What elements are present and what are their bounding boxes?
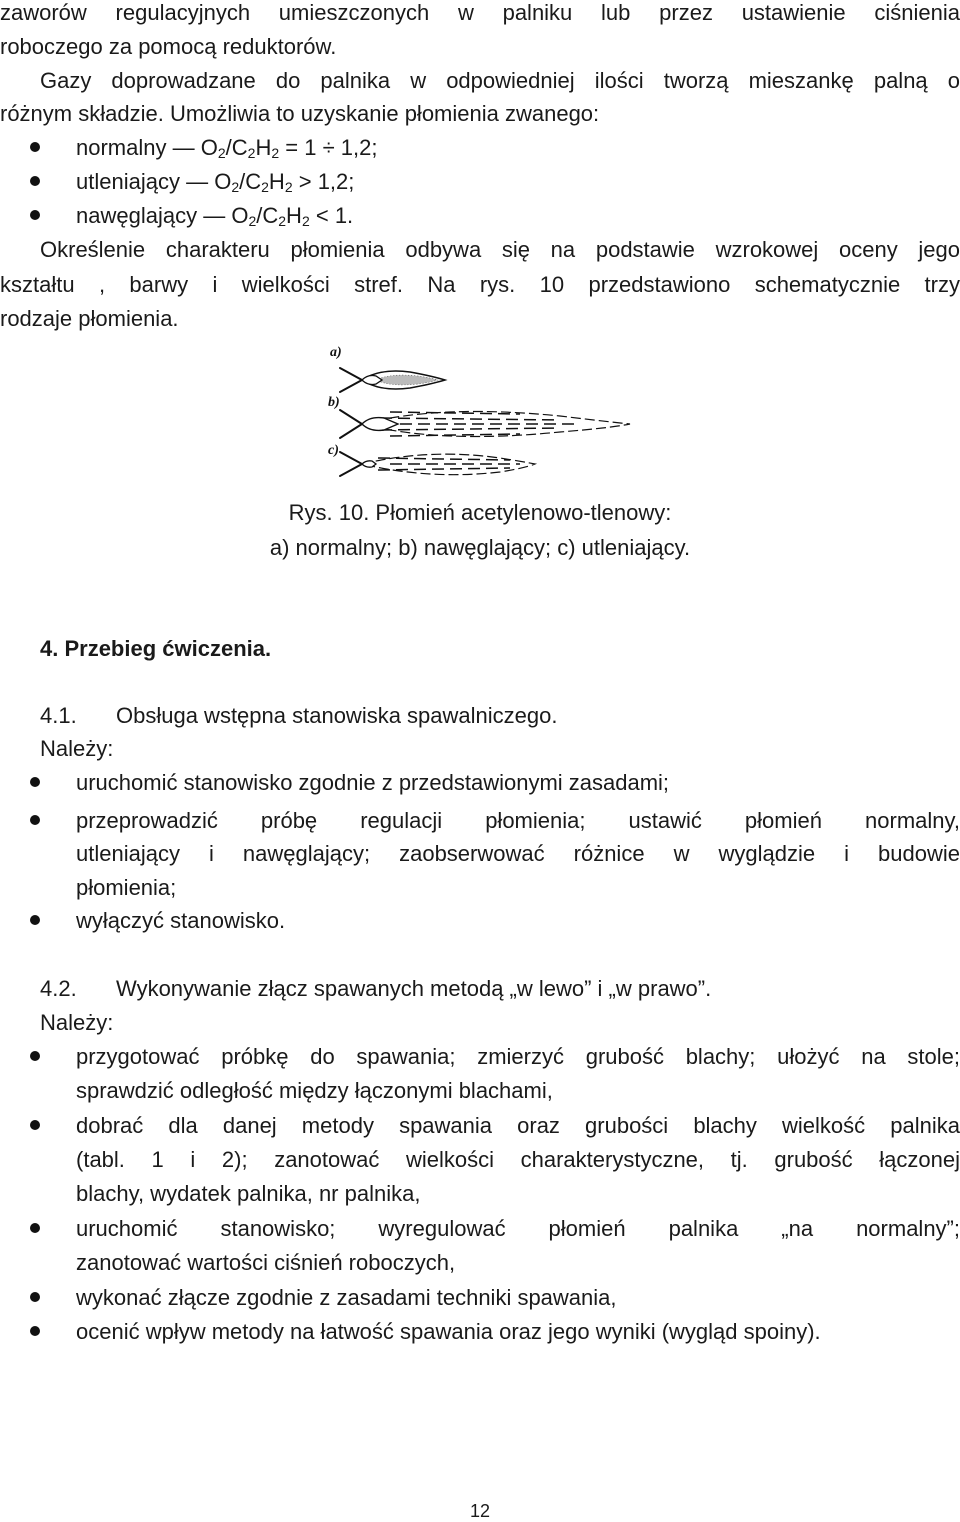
bullet-dot — [30, 210, 40, 220]
figure-label-c: c) — [328, 443, 339, 458]
dash: — — [203, 203, 226, 228]
bullet-dot — [30, 1326, 40, 1336]
flame-type-name: utleniający — [76, 169, 180, 194]
torch-nozzle-icon — [340, 410, 362, 438]
flame-condition: < 1. — [315, 203, 354, 228]
list-item-cont: zanotować wartości ciśnień roboczych, — [76, 1250, 456, 1275]
flame-condition: > 1,2; — [298, 169, 355, 194]
dash: — — [186, 169, 209, 194]
list-item-cont: płomienia; — [76, 875, 177, 900]
flame-carburizing — [362, 412, 630, 437]
subsection-title: Obsługa wstępna stanowiska spawalniczego. — [116, 703, 558, 728]
torch-nozzle-icon — [340, 452, 362, 476]
figure-label-a: a) — [330, 345, 342, 360]
para2-line-2: kształtu , barwy i wielkości stref. Na rys. 10 przedstawiono schematycznie trzy — [0, 272, 960, 297]
list-item: przeprowadzić próbę regulacji płomienia; ustawić płomień normalny, — [76, 808, 960, 833]
list-item-cont: sprawdzić odległość między łączonymi blachami, — [76, 1078, 553, 1103]
figure-label-b: b) — [328, 395, 340, 410]
flame-figure — [320, 340, 640, 490]
list-item-cont: utleniający i nawęglający; zaobserwować różnice w wyglądzie i budowie — [76, 841, 960, 866]
intro-line-4: różnym składzie. Umożliwia to uzyskanie płomienia zwanego: — [0, 101, 600, 126]
bullet-dot — [30, 815, 40, 825]
flame-condition: = 1 ÷ 1,2; — [285, 135, 378, 160]
page-number: 12 — [469, 1501, 491, 1521]
flame-oxidizing — [362, 454, 535, 475]
section-heading: 4. Przebieg ćwiczenia. — [40, 636, 272, 661]
list-item: uruchomić stanowisko; wyregulować płomień palnika „na normalny”; — [76, 1216, 960, 1241]
bullet-dot — [30, 915, 40, 925]
list-item: wykonać złącze zgodnie z zasadami techniki spawania, — [76, 1285, 617, 1310]
para2-line-1: Określenie charakteru płomienia odbywa się na podstawie wzrokowej oceny jego — [40, 237, 960, 262]
list-item: przygotować próbkę do spawania; zmierzyć grubość blachy; ułożyć na stole; — [76, 1044, 960, 1069]
list-item: dobrać dla danej metody spawania oraz grubości blachy wielkość palnika — [76, 1113, 960, 1138]
subsection-title: Wykonywanie złącz spawanych metodą „w lewo” i „w prawo”. — [116, 976, 712, 1001]
dash: — — [172, 135, 195, 160]
bullet-dot — [30, 1223, 40, 1233]
formula: $O_2/C_2H_2$ — [214, 169, 293, 195]
formula: $O_2/C_2H_2$ — [231, 203, 310, 229]
bullet-dot — [30, 1051, 40, 1061]
bullet-dot — [30, 777, 40, 787]
bullet-dot — [30, 142, 40, 152]
figure-caption-1: Rys. 10. Płomień acetylenowo-tlenowy: — [288, 500, 672, 525]
list-item: ocenić wpływ metody na łatwość spawania oraz jego wyniki (wygląd spoiny). — [76, 1319, 821, 1344]
list-item: wyłączyć stanowisko. — [76, 908, 286, 933]
list-item: uruchomić stanowisko zgodnie z przedstawionymi zasadami; — [76, 770, 670, 795]
flame-type-name: nawęglający — [76, 203, 198, 228]
flame-normal — [362, 371, 445, 389]
intro-line-2: roboczego za pomocą reduktorów. — [0, 34, 337, 59]
intro-line-1: zaworów regulacyjnych umieszczonych w palniku lub przez ustawienie ciśnienia — [0, 0, 960, 25]
nalezy-label: Należy: — [40, 736, 114, 761]
flame-type-oxidizing — [76, 169, 354, 195]
figure-caption-2: a) normalny; b) nawęglający; c) utleniający. — [269, 535, 691, 560]
bullet-dot — [30, 1120, 40, 1130]
flame-type-normal — [76, 135, 377, 161]
torch-nozzle-icon — [340, 368, 362, 392]
subsection-number: 4.1. — [40, 703, 77, 728]
nalezy-label: Należy: — [40, 1010, 114, 1035]
flame-type-carburizing — [76, 203, 353, 229]
list-item-cont: blachy, wydatek palnika, nr palnika, — [76, 1181, 421, 1206]
subsection-number: 4.2. — [40, 976, 77, 1001]
para2-line-3: rodzaje płomienia. — [0, 306, 179, 331]
formula: $O_2/C_2H_2$ — [200, 135, 280, 161]
intro-line-3: Gazy doprowadzane do palnika w odpowiedniej ilości tworzą mieszankę palną o — [40, 68, 960, 93]
bullet-dot — [30, 1292, 40, 1302]
bullet-dot — [30, 176, 40, 186]
flame-type-name: normalny — [76, 135, 167, 160]
list-item-cont: (tabl. 1 i 2); zanotować wielkości charakterystyczne, tj. grubość łączonej — [76, 1147, 960, 1172]
